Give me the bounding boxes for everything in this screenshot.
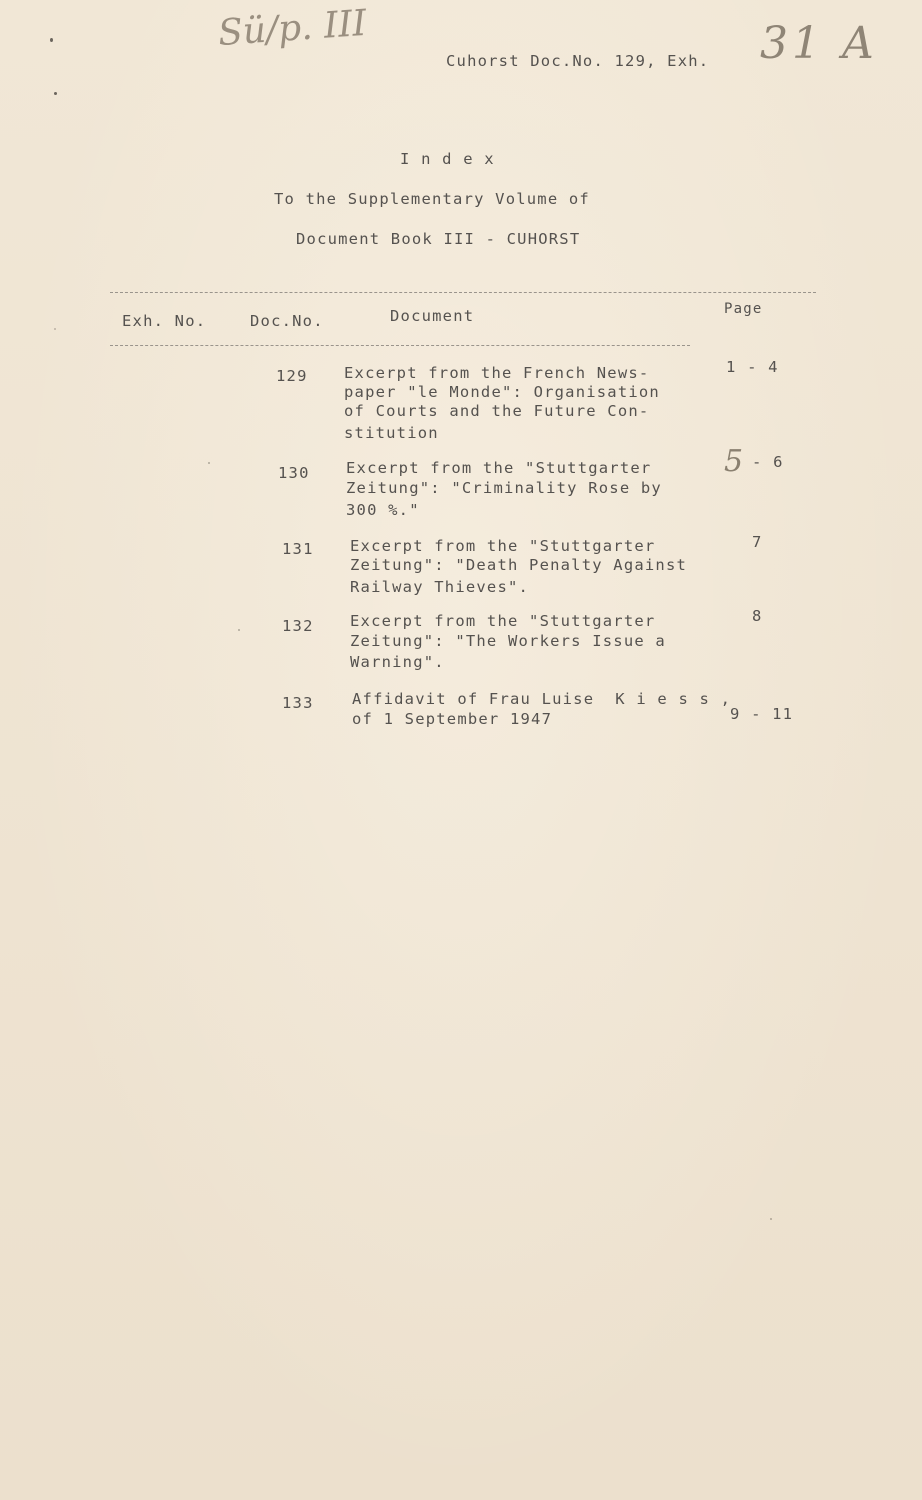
entry-description-line: Zeitung": "The Workers Issue a [350,632,666,650]
entry-doc-no: 132 [282,617,314,635]
entry-page: 1 - 4 [726,358,779,376]
entry-page: 8 [752,607,763,625]
entry-description-line: Excerpt from the "Stuttgarter [346,459,652,477]
ink-speck [54,92,57,95]
title-line-1: To the Supplementary Volume of [274,190,590,208]
paper-speck [770,1218,772,1220]
entry-doc-no: 130 [278,464,310,482]
entry-description-line: of 1 September 1947 [352,710,553,728]
entry-description-line: 300 %." [346,501,420,519]
entry-description-line: Warning". [350,653,445,671]
entry-description-line: Zeitung": "Death Penalty Against [350,556,688,574]
entry-description-line: of Courts and the Future Con- [344,402,650,420]
entry-description-line: Excerpt from the French News- [344,364,650,382]
entry-doc-no: 131 [282,540,314,558]
entry-doc-no: 133 [282,694,314,712]
paper-speck [54,328,56,330]
column-header-exh-no: Exh. No. [122,312,207,330]
handwritten-note: Sü/p. III [216,2,368,55]
index-heading: I n d e x [400,150,495,168]
entry-description-line: Zeitung": "Criminality Rose by [346,479,662,497]
entry-doc-no: 129 [276,367,308,385]
entry-page: - 6 [752,453,784,471]
entry-description-line: Excerpt from the "Stuttgarter [350,537,656,555]
entry-description-line: stitution [344,424,439,442]
entry-page: 7 [752,533,763,551]
entry-description-line: Affidavit of Frau Luise K i e s s , [352,690,732,708]
handwritten-exhibit-number: 31 A [760,18,878,69]
header-rule-top [110,292,816,293]
column-header-document: Document [390,307,475,325]
entry-page: 9 - 11 [730,705,794,723]
document-reference: Cuhorst Doc.No. 129, Exh. [446,52,710,70]
entry-description-line: paper "le Monde": Organisation [344,383,660,401]
paper-speck [238,629,240,631]
entry-description-line: Railway Thieves". [350,578,530,596]
header-rule-bottom [110,345,690,346]
title-line-2: Document Book III - CUHORST [296,230,581,248]
column-header-doc-no: Doc.No. [250,312,324,330]
handwritten-page-number: 5 [724,444,744,479]
entry-description-line: Excerpt from the "Stuttgarter [350,612,656,630]
paper-speck [208,462,210,464]
column-header-page: Page [724,301,763,317]
ink-speck [50,38,53,42]
